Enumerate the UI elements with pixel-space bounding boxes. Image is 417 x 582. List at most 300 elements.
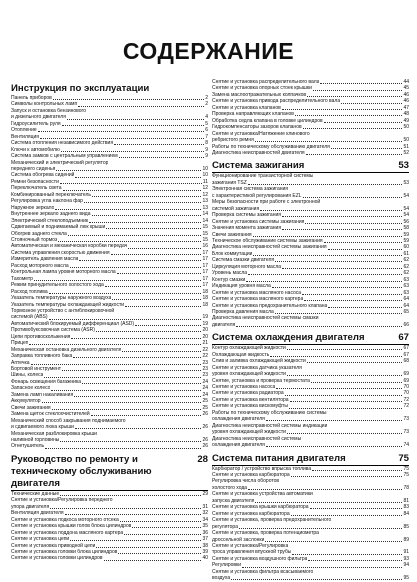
toc-entry-title: Система смазки двигателя: [212, 257, 275, 264]
toc-entry-list: [212, 345, 409, 448]
toc-entry-title: Обогрев заднего стекла: [11, 230, 67, 237]
toc-entry-page: 70: [403, 384, 409, 391]
toc-entry-page: 11: [202, 178, 208, 185]
dot-leader: [132, 527, 201, 528]
toc-entry-title: Автоматический блокируемый дифференциал (ASD): [11, 320, 135, 327]
toc-entry-title: Система обогрева сидений: [11, 172, 75, 179]
dot-leader: [304, 300, 402, 301]
toc-entry-page: 15: [202, 230, 208, 237]
toc-entry-list: [212, 173, 409, 328]
toc-entry-title: Тахометр: [11, 275, 33, 282]
dot-leader: [291, 476, 403, 477]
dot-leader: [306, 154, 403, 155]
dot-leader: [118, 553, 201, 554]
dot-leader: [60, 495, 201, 496]
toc-entry-title: Расход топлива: [11, 288, 48, 295]
toc-entry-page: 73: [403, 416, 409, 423]
toc-entry-title: Диагностика неисправностей двигателя: [212, 149, 305, 156]
dot-leader: [120, 521, 202, 522]
toc-entry-title: Техническое обслуживание системы зажигания: [212, 237, 323, 244]
toc-entry-title: Снятие и установка клапанов: [212, 104, 281, 111]
toc-entry-page: 10: [202, 172, 208, 179]
toc-entry-title: Снятие и установка крышки карбюратора: [212, 504, 309, 511]
toc-entry-title: Обработка седла клапана в головке цилиндров: [212, 117, 323, 124]
toc-entry-title: Работы по техническому обслуживанию двигателя: [212, 143, 330, 150]
toc-entry-title: Тормозное устройство с антиблокировочной: [11, 307, 115, 314]
toc-entry-page: 12: [202, 185, 208, 192]
dot-leader: [276, 388, 402, 389]
toc-entry-title: Система замков с центральным управлением: [11, 153, 118, 160]
toc-entry-title: уровня охлаждающей жидкости: [212, 371, 286, 378]
toc-entry-page: 26: [202, 424, 208, 431]
toc-entry-page: 34: [202, 516, 208, 523]
toc-entry-page: 9: [205, 153, 208, 160]
toc-entry-page: 17: [202, 282, 208, 289]
toc-entry-page: 31: [202, 503, 208, 510]
dot-leader: [49, 319, 202, 320]
toc-entry-title: Снятие и установка радиатора: [212, 390, 284, 397]
dot-leader: [307, 362, 403, 363]
toc-entry-page: 17: [202, 269, 208, 276]
toc-entry-title: Контур охлаждающей жидкости: [212, 345, 286, 352]
dot-leader: [96, 331, 202, 332]
toc-entry-title: Индикация уровня масла: [212, 283, 271, 290]
dot-leader: [248, 489, 402, 490]
dot-leader: [255, 141, 403, 142]
toc-entry-page: 13: [202, 204, 208, 211]
toc-entry-title: Комбинированный переключатель: [11, 191, 92, 198]
toc-entry-page: 26: [202, 437, 208, 444]
toc-entry-page: 64: [403, 296, 409, 303]
toc-entry-page: 9: [205, 146, 208, 153]
toc-entry-page: 83: [403, 504, 409, 511]
toc-entry-page: 21: [202, 340, 208, 347]
toc-entry-title: Система отопления независимого действия: [11, 140, 114, 147]
toc-entry-title: Проверка давления масла: [212, 308, 274, 315]
dot-leader: [328, 307, 402, 308]
toc-entry-title: с характеристикой регулирования EZL: [212, 192, 302, 199]
toc-entry-title: Снятие и установка распределительного вала: [212, 79, 320, 85]
toc-entry[interactable]: [11, 555, 208, 561]
toc-entry-page: 39: [202, 549, 208, 555]
dot-leader: [313, 90, 403, 91]
dot-leader: [79, 260, 201, 261]
toc-entry-title: системой (ABS): [11, 314, 48, 321]
toc-entry-page: 65: [403, 308, 409, 315]
toc-entry-page: 60: [403, 244, 409, 251]
toc-entry-page: 23: [202, 359, 208, 366]
toc-entry-title: Сдвигаемый и поднимаемый люк крыши: [11, 224, 106, 231]
toc-entry-title: Снятие и установка/Регулировка переднего: [11, 497, 113, 504]
section-heading: [212, 453, 409, 466]
toc-entry-page: 46: [403, 91, 409, 98]
toc-entry-title: Контрольная лампа уровня моторного масла: [11, 269, 116, 276]
toc-entry-title: Диагностика неисправностей системы зажигания: [212, 244, 327, 251]
toc-entry-title: Регулировка угла наклона фар: [11, 198, 83, 205]
toc-entry-title: ребристого ремня: [212, 137, 254, 144]
dot-leader: [302, 294, 402, 295]
toc-entry-title: Регулировки: [212, 562, 242, 569]
dot-leader: [92, 196, 201, 197]
toc-entry-page: 53: [403, 179, 409, 186]
toc-entry-title: Снятие и установка головки блока цилиндров: [11, 549, 118, 555]
toc-entry-title: Снятие и установка системы зажигания: [212, 218, 305, 225]
toc-entry-page: 32: [202, 510, 208, 517]
dot-leader: [92, 215, 202, 216]
toc-entry-page: 18: [202, 301, 208, 308]
toc-entry-title: системой зажигания: [212, 205, 260, 212]
toc-entry-page: 68: [403, 358, 409, 365]
toc-entry[interactable]: [212, 322, 409, 328]
toc-entry-page: 89: [403, 536, 409, 543]
dot-leader: [42, 402, 202, 403]
toc-entry-title: зажигания TSZ: [212, 179, 247, 186]
toc-entry-page: 24: [202, 385, 208, 392]
toc-entry-title: Фонарь освещения багажника: [11, 378, 82, 385]
toc-entry-page: 50: [403, 124, 409, 131]
toc-entry-page: 2: [205, 101, 208, 108]
toc-entry-page: 26: [202, 443, 208, 450]
toc-entry-title: двигателя: [212, 321, 236, 328]
toc-entry-title: Свечи зажигания: [11, 404, 51, 411]
dot-leader: [51, 390, 201, 391]
dot-leader: [255, 502, 402, 503]
section-heading-text: Система зажигания: [212, 160, 305, 172]
page-title: СОДЕРЖАНИЕ: [122, 38, 295, 64]
toc-entry[interactable]: [212, 150, 409, 156]
toc-entry-title: Свечи зажигания: [212, 231, 252, 238]
dot-leader: [111, 254, 202, 255]
toc-entry-title: Снятие и установка вентилятора: [212, 396, 289, 403]
toc-entry-page: 91: [403, 549, 409, 556]
dot-leader: [70, 540, 201, 541]
dot-leader: [52, 409, 202, 410]
dot-leader: [312, 470, 402, 471]
toc-entry-page: 62: [403, 257, 409, 264]
toc-entry-title: Снятие и установка датчика указателя: [212, 364, 302, 371]
toc-entry-title: Автоматическая и механическая коробки передач: [11, 243, 128, 250]
toc-entry-list: [11, 491, 208, 562]
dot-leader: [270, 356, 402, 357]
toc-entry-page: 63: [403, 283, 409, 290]
dot-leader: [231, 579, 402, 580]
toc-entry-title: Слив и заливка охлаждающей жидкости: [212, 358, 306, 365]
toc-entry-page: 72: [403, 396, 409, 403]
dot-leader: [275, 313, 403, 314]
toc-entry-title: уровня охлаждающей жидкости: [212, 429, 286, 436]
toc-entry-page: 18: [202, 295, 208, 302]
toc-entry-page: 52: [403, 149, 409, 156]
toc-entry-page: 2: [205, 95, 208, 101]
toc-entry-title: Аккумулятор: [11, 398, 41, 405]
toc-entry-title: Гидроусилитель руля: [11, 120, 61, 127]
toc-entry-title: Внутреннее зеркало заднего вида: [11, 211, 91, 218]
toc-entry-title: Блок коммутации: [212, 250, 253, 257]
toc-entry-page: 64: [403, 302, 409, 309]
dot-leader: [60, 441, 201, 442]
dot-leader: [71, 338, 201, 339]
dot-leader: [34, 280, 201, 281]
dot-leader: [242, 567, 402, 568]
section-heading-text: Система питания двигателя: [212, 452, 346, 464]
section-heading-page: 28: [197, 453, 208, 465]
toc-entry-title: Уровень масла: [212, 270, 248, 277]
dot-leader: [287, 349, 403, 350]
dot-leader: [295, 115, 403, 116]
toc-entry-page: 16: [202, 243, 208, 250]
toc-entry-title: Огнетушитель: [11, 443, 45, 450]
toc-column-right: [212, 79, 409, 582]
toc-entry-page: 22: [202, 353, 208, 360]
toc-entry[interactable]: [11, 443, 208, 449]
toc-entry-title: Снятие и установка насоса: [212, 384, 276, 391]
toc-entry-title: Диагностика неисправностей системы: [212, 435, 302, 442]
toc-entry-title: Проверка направляющих клапанов: [212, 111, 294, 118]
toc-entry-title: Прицеп: [11, 340, 29, 347]
toc-entry-list: [212, 466, 409, 582]
dot-leader: [112, 299, 201, 300]
toc-entry-page: 40: [202, 555, 208, 562]
dot-leader: [282, 229, 402, 230]
dot-leader: [292, 554, 402, 555]
toc-entry-title: Снятие и установка/Натяжение клинового: [212, 130, 310, 137]
dot-leader: [70, 267, 202, 268]
toc-entry-title: Снятие, установка и проверка термостата: [212, 377, 310, 384]
dot-leader: [122, 351, 201, 352]
toc-entry-page: 48: [403, 111, 409, 118]
dot-leader: [117, 273, 202, 274]
dot-leader: [45, 448, 201, 449]
dot-leader: [96, 547, 201, 548]
toc-entry-page: 93: [403, 555, 409, 562]
dot-leader: [50, 508, 201, 509]
toc-entry-page: 36: [202, 529, 208, 536]
toc-entry-title: охлаждения двигателя: [212, 442, 265, 449]
toc-entry-page: 17: [202, 262, 208, 269]
toc-entry-title: Панель приборов: [11, 95, 52, 101]
toc-entry-page: 6: [205, 127, 208, 134]
toc-entry-page: 10: [202, 165, 208, 172]
toc-entry-title: Карбюратор / устройство впрыска топлива: [212, 465, 312, 472]
dot-leader: [275, 261, 402, 262]
section-heading-page: 53: [398, 160, 409, 172]
dot-leader: [328, 249, 403, 250]
dot-leader: [310, 508, 403, 509]
dot-leader: [311, 382, 403, 383]
toc-entry-page: 4: [205, 114, 208, 121]
toc-entry-title: Значения момента зажигания: [212, 225, 282, 232]
toc-entry-title: Охлаждающая жидкость: [212, 351, 270, 358]
section-heading: [11, 83, 208, 95]
dot-leader: [62, 370, 201, 371]
toc-entry-page: 61: [403, 250, 409, 257]
dot-leader: [324, 122, 403, 123]
toc-entry-title: воздуха: [212, 575, 231, 582]
toc-entry-page: 5: [205, 120, 208, 127]
toc-entry-title: Система управления скоростью движения: [11, 249, 110, 256]
toc-entry-page: 67: [403, 345, 409, 352]
toc-entry-title: Функционирование транзисторной системы: [212, 173, 314, 180]
toc-entry-title: Технические данные: [11, 490, 60, 497]
section-heading-text: Система охлаждения двигателя: [212, 332, 365, 344]
toc-entry-title: Шины, колеса: [11, 372, 44, 379]
toc-entry-title: Механическая остановка дизельного двигателя: [11, 346, 122, 353]
dot-leader: [287, 375, 403, 376]
dot-leader: [89, 222, 201, 223]
dot-leader: [236, 326, 402, 327]
toc-entry-title: Снятие и установка карбюратора: [212, 510, 290, 517]
toc-entry-page: 14: [202, 211, 208, 218]
toc-entry-title: Циркуляция моторного масла: [212, 263, 282, 270]
toc-entry-page: 62: [403, 270, 409, 277]
dot-leader: [305, 223, 402, 224]
toc-entry-page: 63: [403, 289, 409, 296]
toc-entry-page: 38: [202, 542, 208, 549]
toc-entry-title: Регулировка числа оборотов: [212, 478, 280, 485]
toc-entry-title: Замена ламп накаливания: [11, 391, 74, 398]
toc-entry-title: Снятие и установка приводной цепи: [11, 542, 96, 549]
toc-entry-title: Указатель температуры охлаждающей жидкости: [11, 301, 125, 308]
toc-entry-title: Указатель температуры наружного воздуха: [11, 295, 112, 302]
toc-entry-page: 35: [202, 523, 208, 530]
toc-entry-title: Снятие и установка, проверка предохранительного: [212, 517, 332, 524]
toc-entry-page: 67: [403, 351, 409, 358]
dot-leader: [331, 148, 403, 149]
toc-entry-page: 7: [205, 133, 208, 140]
toc-entry-page: 63: [403, 276, 409, 283]
toc-entry-title: холостого хода: [212, 484, 248, 491]
toc-entry-page: 19: [202, 314, 208, 321]
dot-leader: [289, 408, 403, 409]
dot-leader: [78, 106, 204, 107]
toc-entry-page: 13: [202, 198, 208, 205]
toc-entry-title: троса управления впускной трубы: [212, 549, 292, 556]
dot-leader: [84, 202, 201, 203]
dot-leader: [265, 541, 402, 542]
toc-entry-page: 54: [403, 212, 409, 219]
toc-entry-page: 58: [403, 225, 409, 232]
toc-entry-page: 51: [403, 143, 409, 150]
toc-entry-page: 25: [202, 398, 208, 405]
toc-entry-title: Заправка топливного бака: [11, 353, 73, 360]
dot-leader: [260, 210, 402, 211]
toc-entry-title: Замена щеток стеклоочистителей: [11, 411, 90, 418]
dot-leader: [125, 306, 201, 307]
dot-leader: [61, 151, 205, 152]
toc-entry-title: Диагностика неисправностей системы смазки: [212, 315, 319, 322]
toc-entry-title: Гидрокомпенсаторы зазоров клапанов: [212, 124, 302, 131]
section-heading: [212, 332, 409, 345]
toc-entry-title: запуска двигателя: [212, 497, 255, 504]
toc-entry-page: 81: [403, 497, 409, 504]
toc-entry-page: 75: [403, 472, 409, 479]
section-heading-text: Инструкция по эксплуатации: [11, 83, 150, 94]
toc-entry[interactable]: [212, 442, 409, 448]
toc-entry-page: 75: [403, 465, 409, 472]
toc-entry-page: 66: [403, 321, 409, 328]
dot-leader: [68, 235, 202, 236]
toc-entry-page: 17: [202, 249, 208, 256]
toc-entry-page: 26: [202, 411, 208, 418]
toc-entry-page: 22: [202, 346, 208, 353]
section-heading-text: Руководство по ремонту и техническому обслуживанию двигателя: [11, 453, 152, 489]
toc-entry-page: 20: [202, 333, 208, 340]
toc-entry-title: Отопление: [11, 127, 37, 134]
toc-entry-page: 12: [202, 191, 208, 198]
toc-entry-page: 72: [403, 403, 409, 410]
toc-entry-page: 15: [202, 236, 208, 243]
toc-entry-title: Снятие и установка масляного насоса: [212, 289, 302, 296]
toc-entry-title: и дизельного двигателя: [11, 114, 66, 121]
dot-leader: [320, 83, 402, 84]
toc-entry-page: 59: [403, 237, 409, 244]
toc-entry-page: 25: [202, 404, 208, 411]
toc-entry-title: Стояночный тормоз: [11, 236, 58, 243]
toc-entry-page: 73: [403, 429, 409, 436]
toc-entry-page: 37: [202, 536, 208, 543]
toc-entry-page: 54: [403, 205, 409, 212]
toc-entry-page: 56: [403, 218, 409, 225]
toc-entry-page: 8: [205, 140, 208, 147]
dot-leader: [266, 420, 403, 421]
toc-entry[interactable]: [212, 575, 409, 581]
toc-entry-page: 70: [403, 390, 409, 397]
toc-entry-title: Снятие и установка привода распределительного вала: [212, 98, 341, 105]
dot-leader: [65, 514, 202, 515]
toc-entry-title: Снятие и установка опорных стоек крышки: [212, 85, 312, 92]
toc-entry-title: Механический и электрический регулятор: [11, 159, 109, 166]
section-heading-page: 67: [398, 332, 409, 344]
toc-entry-title: Бортовой инструмент: [11, 366, 62, 373]
dot-leader: [75, 177, 201, 178]
toc-entry-title: Переключатель света: [11, 185, 62, 192]
toc-entry-title: Работы по техническому обслуживанию системы: [212, 409, 327, 416]
toc-entry-title: Контур смазки: [212, 276, 246, 283]
toc-entry-page: 47: [403, 104, 409, 111]
toc-entry-title: Наружное зеркало: [11, 204, 55, 211]
toc-entry-page: 74: [403, 442, 409, 449]
toc-column-left: [11, 79, 208, 562]
toc-entry-title: Режим принудительного холостого хода: [11, 282, 104, 289]
toc-entry-page: 78: [403, 484, 409, 491]
toc-entry-title: Расход моторного масла: [11, 262, 69, 269]
toc-entry-page: 44: [403, 79, 409, 85]
toc-entry-title: Ключи к автомобилю: [11, 146, 60, 153]
toc-entry-title: Снятие и установка вискомуфты: [212, 403, 288, 410]
dot-leader: [40, 138, 204, 139]
toc-entry-page: 62: [403, 263, 409, 270]
dot-leader: [58, 241, 201, 242]
dot-leader: [253, 236, 403, 237]
toc-entry-page: 24: [202, 378, 208, 385]
toc-entry-title: Снятие и установка подкоса моторного отсека: [11, 516, 119, 523]
toc-entry-title: Проверка системы зажигания: [212, 212, 281, 219]
toc-entry-title: Снятие и установка масляного картера: [212, 296, 304, 303]
dot-leader: [290, 401, 403, 402]
toc-entry-title: Символы контрольных ламп: [11, 101, 78, 108]
toc-entry-title: Измеритель давления масла: [11, 256, 79, 263]
toc-entry-title: Вентиляция двигателя: [11, 510, 64, 517]
dot-leader: [128, 248, 201, 249]
dot-leader: [248, 184, 403, 185]
dot-leader: [44, 377, 201, 378]
toc-entry-page: 59: [403, 231, 409, 238]
toc-entry-page: 94: [403, 562, 409, 569]
toc-entry-page: 24: [202, 391, 208, 398]
dot-leader: [63, 190, 202, 191]
toc-entry-title: Вентиляция: [11, 133, 39, 140]
dot-leader: [124, 534, 201, 535]
